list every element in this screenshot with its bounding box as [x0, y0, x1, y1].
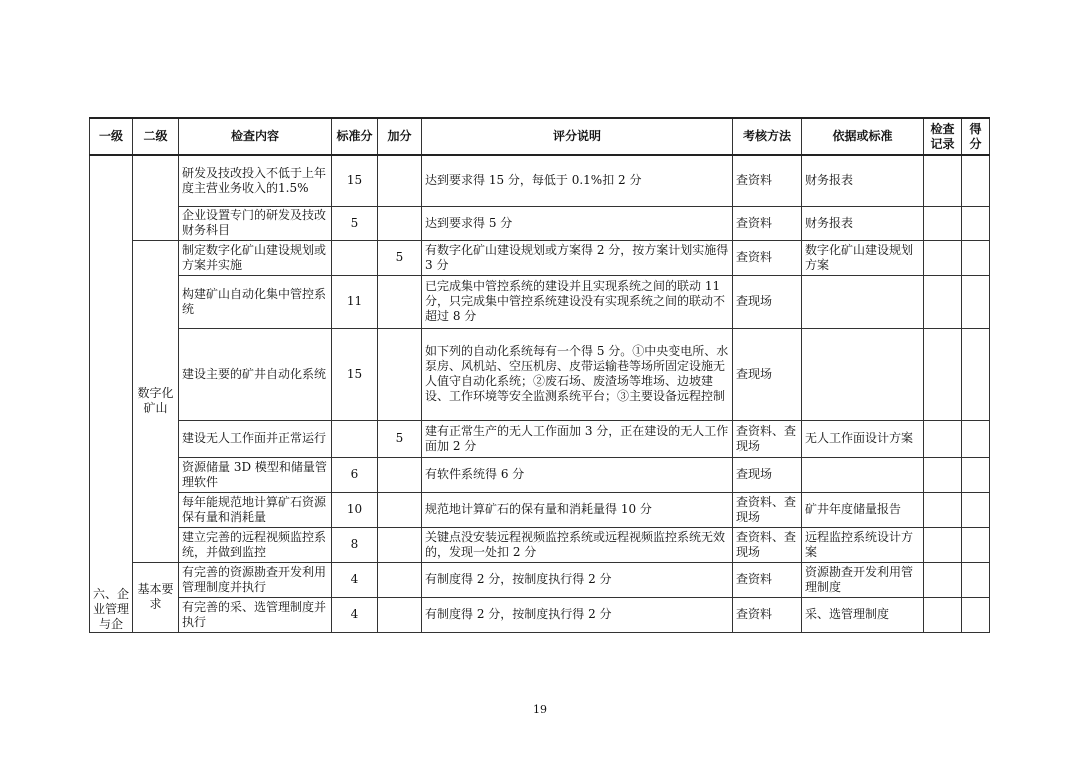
table-row: [90, 155, 990, 206]
header-level1: 一级: [90, 118, 133, 155]
method-cell: 查资料: [733, 155, 802, 206]
method-cell: 查资料: [733, 206, 802, 240]
bonus-cell: [378, 492, 422, 527]
standard-score-cell: [332, 240, 378, 275]
content-cell: 每年能规范地计算矿石资源保有量和消耗量: [179, 492, 332, 527]
header-record: 检查记录: [924, 118, 962, 155]
table-row: [90, 562, 990, 597]
table-row: [90, 597, 990, 632]
score-cell: [962, 492, 990, 527]
record-cell: [924, 457, 962, 492]
content-cell: 建设主要的矿井自动化系统: [179, 328, 332, 420]
basis-cell: 财务报表: [802, 155, 924, 206]
bonus-cell: [378, 328, 422, 420]
bonus-cell: [378, 206, 422, 240]
table-row: [90, 328, 990, 420]
method-cell: 查资料、查现场: [733, 527, 802, 562]
header-row: [90, 118, 990, 155]
score-cell: [962, 155, 990, 206]
method-cell: 查现场: [733, 457, 802, 492]
scoring-cell: 已完成集中管控系统的建设并且实现系统之间的联动 11 分，只完成集中管控系统建设没有实现系统之间的联动不超过 8 分: [422, 275, 733, 328]
table-row: [90, 420, 990, 457]
method-cell: 查现场: [733, 275, 802, 328]
scoring-cell: 达到要求得 5 分: [422, 206, 733, 240]
header-basis: 依据或标准: [802, 118, 924, 155]
page-number: 19: [533, 703, 547, 716]
record-cell: [924, 597, 962, 632]
table-row: [90, 527, 990, 562]
level1-cell: [90, 155, 133, 632]
content-cell: 构建矿山自动化集中管控系统: [179, 275, 332, 328]
standard-score-cell: 15: [332, 155, 378, 206]
standard-score-cell: 6: [332, 457, 378, 492]
header-level2: 二级: [133, 118, 179, 155]
standard-score-cell: 10: [332, 492, 378, 527]
scoring-cell: 达到要求得 15 分，每低于 0.1%扣 2 分: [422, 155, 733, 206]
bonus-cell: [378, 562, 422, 597]
method-cell: 查资料: [733, 240, 802, 275]
record-cell: [924, 155, 962, 206]
header-scoring: 评分说明: [422, 118, 733, 155]
record-cell: [924, 492, 962, 527]
content-cell: 建设无人工作面并正常运行: [179, 420, 332, 457]
bonus-cell: [378, 155, 422, 206]
basis-cell: 矿井年度储量报告: [802, 492, 924, 527]
record-cell: [924, 206, 962, 240]
scoring-cell: 有制度得 2 分，按制度执行得 2 分: [422, 562, 733, 597]
scoring-cell: 有软件系统得 6 分: [422, 457, 733, 492]
score-cell: [962, 420, 990, 457]
score-cell: [962, 562, 990, 597]
content-cell: 有完善的资源勘查开发利用管理制度并执行: [179, 562, 332, 597]
standard-score-cell: 8: [332, 527, 378, 562]
table-row: [90, 275, 990, 328]
method-cell: 查现场: [733, 328, 802, 420]
level1-six-label: 六、企业管理与企: [93, 586, 130, 631]
basis-cell: 远程监控系统设计方案: [802, 527, 924, 562]
content-cell: 制定数字化矿山建设规划或方案并实施: [179, 240, 332, 275]
content-cell: 资源储量 3D 模型和储量管理软件: [179, 457, 332, 492]
record-cell: [924, 527, 962, 562]
bonus-cell: 5: [378, 240, 422, 275]
basis-cell: [802, 457, 924, 492]
bonus-cell: [378, 597, 422, 632]
scoring-cell: 如下列的自动化系统每有一个得 5 分。①中央变电所、水泵房、风机站、空压机房、皮带运输巷等场所固定设施无人值守自动化系统；②废石场、废渣场等堆场、边坡建设、工作环境等安全监测系统平台；③主要设备远程控制: [422, 328, 733, 420]
score-cell: [962, 527, 990, 562]
bonus-cell: [378, 527, 422, 562]
content-cell: 研发及技改投入不低于上年度主营业务收入的1.5%: [179, 155, 332, 206]
bonus-cell: [378, 457, 422, 492]
inspection-table: [89, 117, 990, 633]
scoring-cell: 建有正常生产的无人工作面加 3 分，正在建设的无人工作面加 2 分: [422, 420, 733, 457]
basis-cell: [802, 275, 924, 328]
standard-score-cell: [332, 420, 378, 457]
level2-basic-requirements-cell: 基本要求: [133, 562, 179, 632]
content-cell: 建立完善的远程视频监控系统，并做到监控: [179, 527, 332, 562]
header-bonus: 加分: [378, 118, 422, 155]
scoring-cell: 有数字化矿山建设规划或方案得 2 分，按方案计划实施得 3 分: [422, 240, 733, 275]
scoring-cell: 关键点没安装远程视频监控系统或远程视频监控系统无效的，发现一处扣 2 分: [422, 527, 733, 562]
score-cell: [962, 457, 990, 492]
content-cell: 企业设置专门的研发及技改财务科目: [179, 206, 332, 240]
level2-blank-cell: [133, 155, 179, 240]
header-method: 考核方法: [733, 118, 802, 155]
table-row: [90, 492, 990, 527]
method-cell: 查资料、查现场: [733, 420, 802, 457]
header-content: 检查内容: [179, 118, 332, 155]
standard-score-cell: 4: [332, 562, 378, 597]
table-row: [90, 240, 990, 275]
content-cell: 有完善的采、选管理制度并执行: [179, 597, 332, 632]
basis-cell: 财务报表: [802, 206, 924, 240]
method-cell: 查资料、查现场: [733, 492, 802, 527]
record-cell: [924, 562, 962, 597]
table-row: [90, 457, 990, 492]
score-cell: [962, 206, 990, 240]
score-cell: [962, 240, 990, 275]
standard-score-cell: 5: [332, 206, 378, 240]
score-cell: [962, 275, 990, 328]
record-cell: [924, 275, 962, 328]
scoring-cell: 有制度得 2 分，按制度执行得 2 分: [422, 597, 733, 632]
record-cell: [924, 420, 962, 457]
standard-score-cell: 4: [332, 597, 378, 632]
score-cell: [962, 328, 990, 420]
header-standard-score: 标准分: [332, 118, 378, 155]
level2-digital-mine-cell: 数字化矿山: [133, 240, 179, 562]
score-cell: [962, 597, 990, 632]
method-cell: 查资料: [733, 562, 802, 597]
bonus-cell: 5: [378, 420, 422, 457]
standard-score-cell: 11: [332, 275, 378, 328]
basis-cell: 无人工作面设计方案: [802, 420, 924, 457]
basis-cell: 资源勘查开发利用管理制度: [802, 562, 924, 597]
basis-cell: [802, 328, 924, 420]
method-cell: 查资料: [733, 597, 802, 632]
basis-cell: 数字化矿山建设规划方案: [802, 240, 924, 275]
scoring-cell: 规范地计算矿石的保有量和消耗量得 10 分: [422, 492, 733, 527]
record-cell: [924, 328, 962, 420]
standard-score-cell: 15: [332, 328, 378, 420]
basis-cell: 采、选管理制度: [802, 597, 924, 632]
bonus-cell: [378, 275, 422, 328]
header-score: 得分: [962, 118, 990, 155]
table-row: [90, 206, 990, 240]
record-cell: [924, 240, 962, 275]
